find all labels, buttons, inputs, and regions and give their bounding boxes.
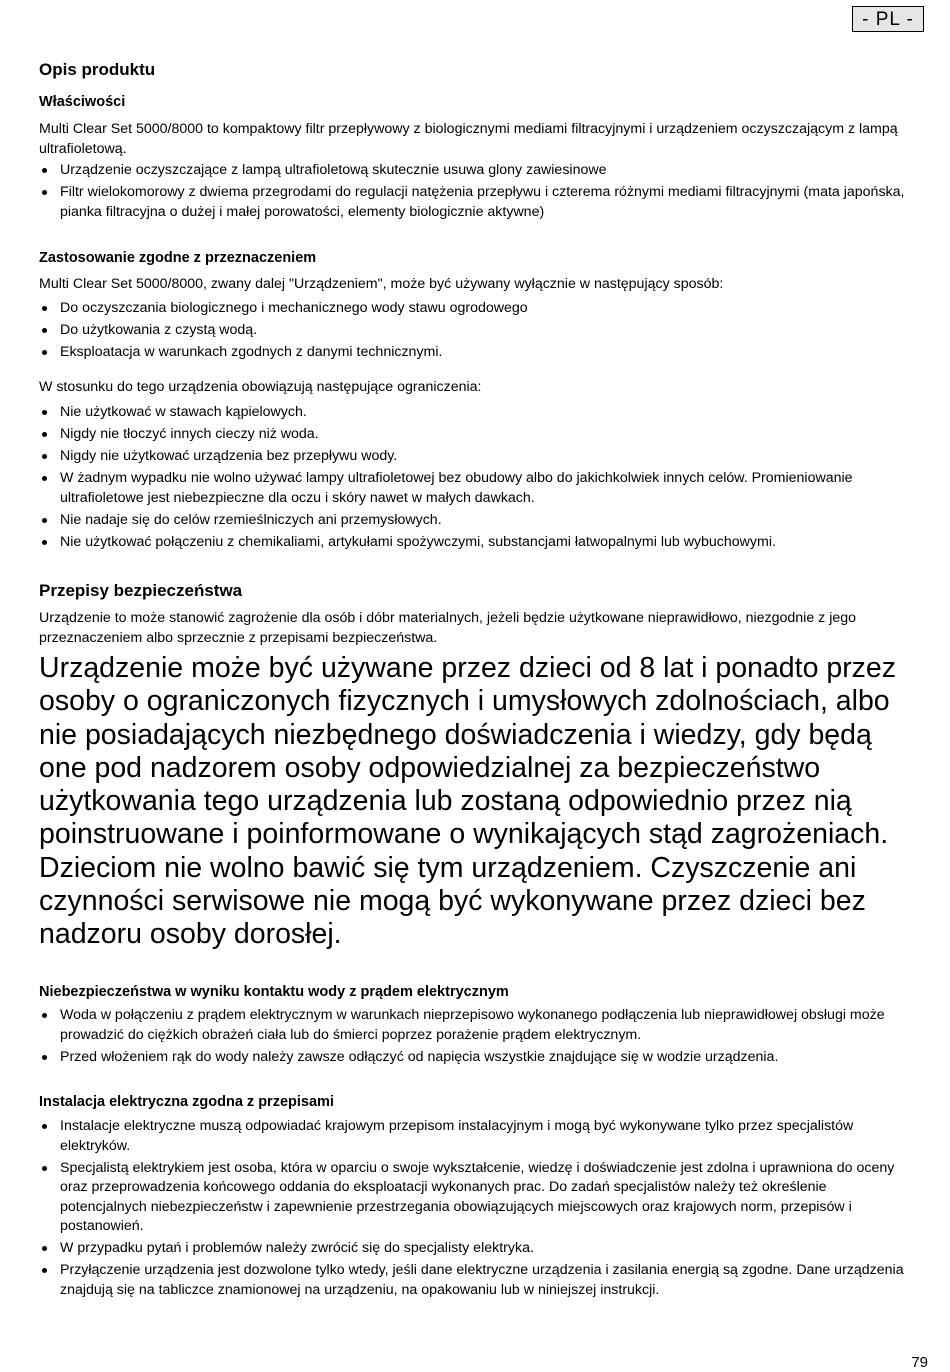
language-badge: - PL - [852,6,924,32]
heading-intended-use: Zastosowanie zgodne z przeznaczeniem [39,250,317,266]
list-item: Do użytkowania z czystą wodą. [39,321,909,341]
list-item: Przed włożeniem rąk do wody należy zawsze odłączyć od napięcia wszystkie znajdujące się w wodzie urządzenia. [39,1048,909,1068]
list-item: Nigdy nie użytkować urządzenia bez przepływu wody. [39,447,909,467]
intended-use-intro: Multi Clear Set 5000/8000, zwany dalej "Urządzeniem", może być używany wyłącznie w następujący sposób: [39,276,724,292]
heading-installation: Instalacja elektryczna zgodna z przepisami [39,1094,334,1110]
list-item: Nigdy nie tłoczyć innych cieczy niż woda. [39,425,909,445]
installation-list [39,1117,909,1303]
section-title-product-description: Opis produktu [39,60,156,79]
electric-danger-list [39,1006,909,1070]
children-safety-warning: Urządzenie może być używane przez dzieci od 8 lat i ponadto przez osoby o ograniczonych fizycznych i umysłowych zdolnościach, albo nie posiadających niezbędnego doświadczenia i wiedzy, gdy będą one pod nadzorem osoby odpowiedzialnej za bezpieczeństwo użytkowania tego urządzenia lub zostaną odpowiednio przez nią poinstruowane i poinformowane o wynikających stąd zagrożeniach. Dzieciom nie wolno bawić się tym urządzeniem. Czyszczenie ani czynności serwisowe nie mogą być wykonywane przez dzieci bez nadzoru osoby dorosłej. [39,652,897,951]
list-item: W żadnym wypadku nie wolno używać lampy ultrafioletowej bez obudowy albo do jakichkolwiek innych celów. Promieniowanie ultrafioletowe jest niebezpieczne dla oczu i skóry nawet w małych dawkach. [39,469,909,508]
list-item: Nie użytkować w stawach kąpielowych. [39,403,909,423]
list-item: Nie nadaje się do celów rzemieślniczych ani przemysłowych. [39,511,909,531]
list-item: Woda w połączeniu z prądem elektrycznym w warunkach nieprzepisowo wykonanego podłączenia lub nieprawidłowej obsługi może prowadzić do ciężkich obrażeń ciała lub do śmierci poprzez porażenie prądem elektrycznym. [39,1006,909,1045]
list-item: Urządzenie oczyszczające z lampą ultrafioletową skutecznie usuwa glony zawiesinowe [39,161,909,181]
safety-intro: Urządzenie to może stanowić zagrożenie dla osób i dóbr materialnych, jeżeli będzie użytkowane nieprawidłowo, niezgodnie z jego przeznaczeniem albo sprzecznie z przepisami bezpieczeństwa. [39,610,857,646]
list-item: Eksploatacja w warunkach zgodnych z danymi technicznymi. [39,343,909,363]
list-item: Do oczyszczania biologicznego i mechanicznego wody stawu ogrodowego [39,299,909,319]
list-item: Nie użytkować połączeniu z chemikaliami, artykułami spożywczymi, substancjami łatwopalnymi lub wybuchowymi. [39,533,909,553]
intended-use-list [39,299,909,365]
list-item: Specjalistą elektrykiem jest osoba, która w oparciu o swoje wykształcenie, wiedzę i doświadczenie jest zdolna i uprawniona do oceny oraz przeprowadzenia końcowego oddania do eksploatacji wykonanych prac. Do zadań specjalistów należy też określenie potencjalnych niebezpieczeństw i zapewnienie przestrzegania obowiązujących miejscowych oraz krajowych norm, przepisów i postanowień. [39,1159,909,1237]
page-number: 79 [911,1354,928,1371]
restrictions-list [39,403,909,555]
heading-features: Właściwości [39,94,126,110]
restrictions-intro: W stosunku do tego urządzenia obowiązują następujące ograniczenia: [39,379,482,395]
list-item: Filtr wielokomorowy z dwiema przegrodami do regulacji natężenia przepływu i czterema różnymi mediami filtracyjnymi (mata japońska, pianka filtracyjna o dużej i małej porowatości, elementy biologicznie aktywne) [39,183,909,222]
features-list [39,161,909,225]
list-item: Przyłączenie urządzenia jest dozwolone tylko wtedy, jeśli dane elektryczne urządzenia i zasilania energią są zgodne. Dane urządzenia znajdują się na tabliczce znamionowej na urządzeniu, na opakowaniu lub w niniejszej instrukcji. [39,1261,909,1300]
list-item: W przypadku pytań i problemów należy zwrócić się do specjalisty elektryka. [39,1239,909,1259]
features-intro: Multi Clear Set 5000/8000 to kompaktowy filtr przepływowy z biologicznymi mediami filtracyjnymi i urządzeniem oczyszczającym z lampą ultrafioletową. [39,121,898,157]
list-item: Instalacje elektryczne muszą odpowiadać krajowym przepisom instalacyjnym i mogą być wykonywane tylko przez specjalistów elektryków. [39,1117,909,1156]
section-title-safety: Przepisy bezpieczeństwa [39,581,243,600]
heading-electric-danger: Niebezpieczeństwa w wyniku kontaktu wody z prądem elektrycznym [39,984,509,1000]
